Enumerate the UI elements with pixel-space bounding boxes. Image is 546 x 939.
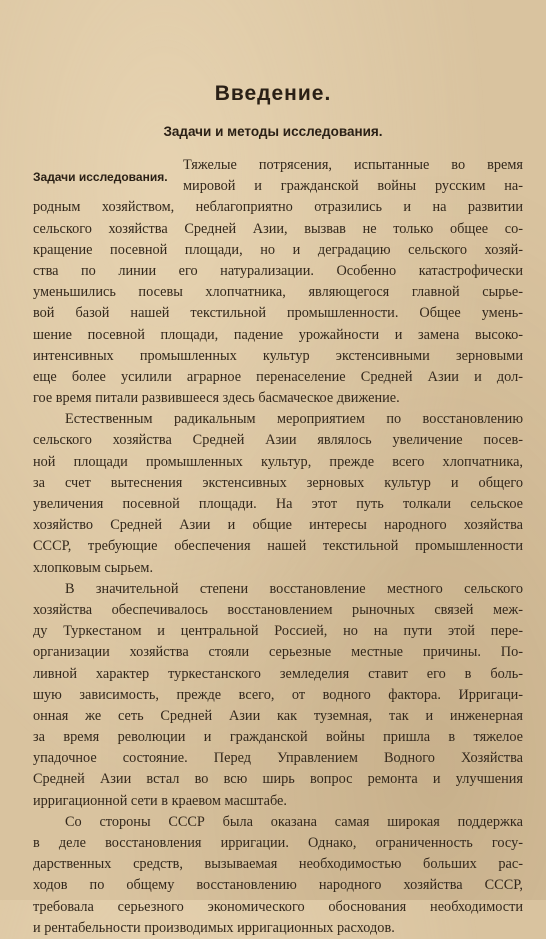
text-line: кращение посевной площади, но и деградацию сельского хозяй-: [33, 241, 523, 258]
text-line: за счет вытеснения экстенсивных зерновых культур и общего: [33, 474, 523, 491]
margin-note: Задачи исследования.: [33, 170, 168, 184]
text-line: за время революции и гражданской войны пришла в тяжелое: [33, 729, 523, 746]
text-line: упадочное состояние. Перед Управлением Водного Хозяйства: [33, 750, 523, 767]
text-line: дарственных средств, вызываемая необходимостью больших рас-: [33, 856, 523, 873]
text-line: гое время питали развившееся здесь басмаческое движение.: [33, 390, 400, 407]
text-line: увеличения посевной площади. На этот путь толкали сельское: [33, 496, 523, 512]
body-text: [33, 155, 523, 939]
text-line: вой базой нашей текстильной промышленности. Общее умень-: [33, 305, 523, 322]
text-line: ирригационной сети в краевом масштабе.: [33, 792, 287, 809]
text-line: в деле восстановления ирригации. Однако, ограниченность госу-: [33, 835, 523, 851]
text-line: сельского хозяйства Средней Азии являлось увеличение посев-: [33, 432, 523, 449]
text-line: ду Туркестаном и центральной Россией, но на пути этой пере-: [33, 623, 523, 640]
text-line: уменьшились посевы хлопчатника, являющегося главной сырье-: [33, 284, 523, 301]
text-line: еще более усилили аграрное перенаселение Средней Азии и дол-: [33, 368, 523, 385]
text-line: хлопковым сырьем.: [33, 559, 154, 576]
page-title: Введение.: [214, 82, 332, 105]
text-line: Тяжелые потрясения, испытанные во время: [183, 157, 523, 173]
text-line: ства по линии его натурализации. Особенно катастрофически: [33, 262, 523, 279]
text-line: В значительной степени восстановление местного сельского: [65, 580, 523, 597]
section-subtitle: Задачи и методы исследования.: [163, 124, 383, 139]
text-line: Естественным радикальным мероприятием по восстановлению: [65, 411, 523, 428]
text-line: хозяйство Средней Азии и общие интересы народного хозяйства: [33, 517, 523, 534]
text-line: шение посевной площади, падение урожайности и замена высоко-: [33, 326, 523, 343]
text-line: ной площади промышленных культур, прежде всего хлопчатника,: [33, 453, 523, 470]
text-line: ливной характер туркестанского земледелия ставит его в боль-: [33, 665, 523, 682]
text-line: шую зависимость, прежде всего, от водного фактора. Ирригаци-: [33, 686, 523, 703]
text-line: родным хозяйством, неблагоприятно отразились и на развитии: [33, 199, 523, 216]
text-line: ходов по общему восстановлению народного хозяйства СССР,: [33, 877, 523, 894]
text-line: онная же сеть Средней Азии как туземная, так и инженерная: [33, 707, 523, 724]
text-line: Средней Азии встал во всю ширь вопрос ремонта и улучшения: [33, 771, 523, 788]
text-line: сельского хозяйства Средней Азии, вызвав не только общее со-: [33, 220, 523, 237]
text-line: Со стороны СССР была оказана самая широкая поддержка: [65, 813, 523, 830]
text-line: хозяйства обеспечивалось восстановлением рыночных связей меж-: [33, 601, 523, 618]
text-line: мировой и гражданской войны русским на-: [183, 178, 523, 195]
text-line: организации хозяйства стояли серьезные местные причины. По-: [33, 644, 523, 661]
text-line: СССР, требующие обеспечения нашей текстильной промышленности: [33, 538, 523, 555]
text-line: и рентабельности производимых ирригационных расходов.: [33, 919, 395, 936]
text-line: интенсивных промышленных культур экстенсивными зерновыми: [33, 347, 523, 364]
text-line: требовала серьезного экономического обоснования необходимости: [33, 898, 523, 915]
